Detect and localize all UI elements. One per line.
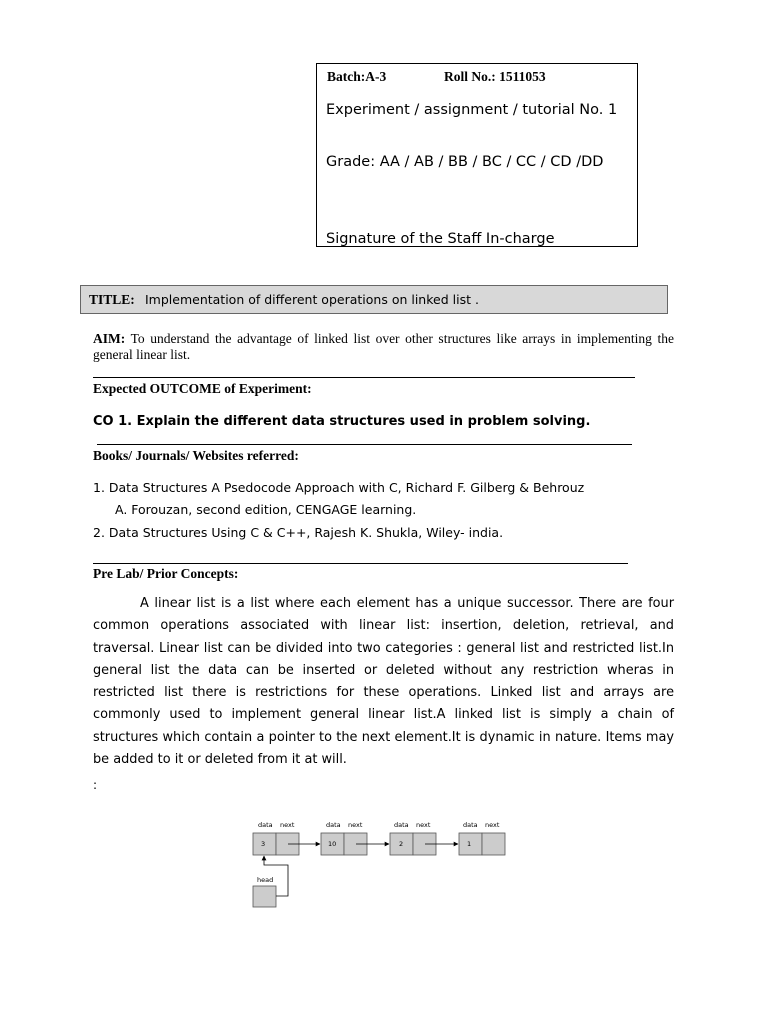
title-bar <box>80 285 668 314</box>
outcome-heading: Expected OUTCOME of Experiment: <box>93 381 312 396</box>
header-box <box>316 63 638 247</box>
next-field-label: next <box>280 821 295 829</box>
divider-line <box>93 377 635 378</box>
experiment-number-text: Experiment / assignment / tutorial No. 1 <box>326 102 618 118</box>
reference-item: 2. Data Structures Using C & C++, Rajesh K. Shukla, Wiley- india. <box>93 525 504 540</box>
node-next-cell <box>482 833 505 855</box>
head-pointer-cell <box>253 886 276 907</box>
next-field-label: next <box>485 821 500 829</box>
next-field-label: next <box>348 821 363 829</box>
aim-label: AIM: <box>93 331 126 346</box>
reference-item: 1. Data Structures A Psedocode Approach with C, Richard F. Gilberg & Behrouz <box>93 480 585 495</box>
linked-list-diagram <box>248 815 510 912</box>
grade-options-text: Grade: AA / AB / BB / BC / CC / CD /DD <box>326 154 604 170</box>
reference-item-continuation: A. Forouzan, second edition, CENGAGE learning. <box>115 502 417 517</box>
prelab-heading: Pre Lab/ Prior Concepts: <box>93 566 239 581</box>
divider-line <box>93 563 628 564</box>
data-field-label: data <box>394 821 409 829</box>
aim-paragraph <box>93 331 674 363</box>
divider-line <box>97 444 632 445</box>
books-heading: Books/ Journals/ Websites referred: <box>93 448 299 463</box>
node-value: 2 <box>399 840 404 848</box>
data-field-label: data <box>463 821 478 829</box>
signature-label: Signature of the Staff In-charge <box>326 231 555 247</box>
title-label: TITLE: <box>89 292 135 307</box>
node-value: 3 <box>261 840 266 848</box>
title-text: Implementation of different operations on linked list . <box>145 292 479 307</box>
colon-mark: : <box>93 778 98 792</box>
course-outcome-text: CO 1. Explain the different data structures used in problem solving. <box>93 414 591 429</box>
node-value: 10 <box>328 840 337 848</box>
node-value: 1 <box>467 840 472 848</box>
next-field-label: next <box>416 821 431 829</box>
roll-number-text: Roll No.: 1511053 <box>444 69 546 84</box>
batch-text: Batch:A-3 <box>327 69 387 84</box>
aim-text: To understand the advantage of linked list over other structures like arrays in implementing the general linear list. <box>93 331 674 362</box>
head-label: head <box>257 876 274 884</box>
prelab-paragraph: A linear list is a list where each element has a unique successor. There are four common operations associated with linear list: insertion, deletion, retrieval, and traversal. Linear list can be divided into two categories : general list and restricted list.In general list the data can be inserted or deleted without any restriction wheras in restricted list there is restrictions for these operations. Linked list and arrays are commonly used to implement general linear list.A linked list is simply a chain of structures which contain a pointer to the next element.It is dynamic in nature. Items may be added to it or deleted from it at will. <box>93 596 674 768</box>
data-field-label: data <box>326 821 341 829</box>
data-field-label: data <box>258 821 273 829</box>
